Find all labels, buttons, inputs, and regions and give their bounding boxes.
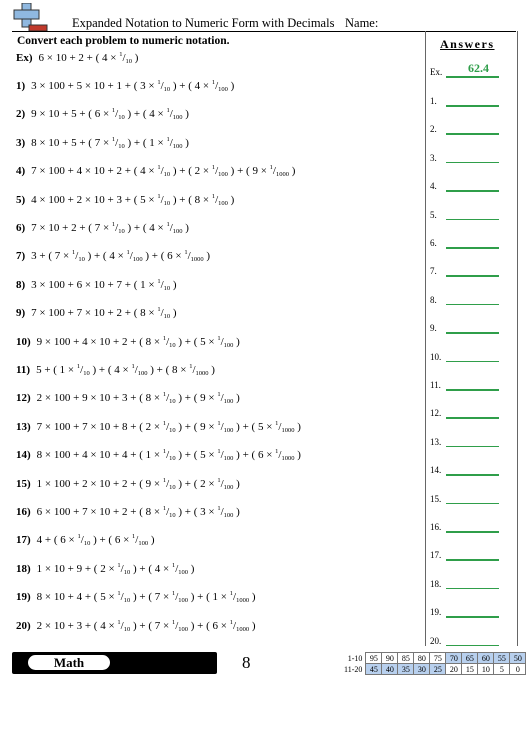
fraction: $^1/_{100}$ (211, 164, 228, 179)
answer-line[interactable] (446, 616, 499, 618)
problem-row (16, 391, 240, 409)
answer-row (430, 238, 437, 252)
answer-label: 4. (430, 181, 437, 192)
problem-number: 11) (16, 364, 31, 376)
problem-number: 6) (16, 222, 26, 234)
problem-number: 15) (16, 477, 31, 490)
problem-number: 12) (16, 392, 31, 405)
instructions: Convert each problem to numeric notation. (17, 35, 230, 47)
fraction: $^1/_{10}$ (117, 561, 131, 576)
score-cell: 15 (462, 664, 478, 675)
answer-line[interactable] (446, 503, 499, 505)
answer-label: 3. (430, 152, 437, 163)
problem-row (16, 619, 255, 637)
expression-text: ) (132, 52, 139, 64)
score-cell: 20 (446, 664, 462, 675)
expression-text: 1 × 10 + 9 + ( 2 × (36, 562, 118, 575)
problem-row (16, 107, 189, 125)
fraction: $^1/_{10}$ (162, 448, 176, 463)
expression-text: 9 × 100 + 4 × 10 + 2 + ( 8 × (36, 335, 163, 348)
answer-line[interactable] (446, 133, 499, 135)
score-cell: 90 (382, 653, 398, 664)
expression-text: 8 × 10 + 5 + ( 7 × (31, 136, 112, 149)
answer-line[interactable] (446, 190, 499, 192)
answer-line[interactable] (446, 559, 499, 561)
fraction: $^1/_{1000}$ (184, 249, 204, 264)
problem-expression (37, 505, 240, 519)
expression-text: ) + ( 1 × (188, 591, 230, 604)
problem-expression (36, 363, 215, 377)
problem-number: 3) (16, 136, 26, 149)
answer-label: 6. (430, 238, 437, 248)
score-cell: 0 (510, 664, 526, 675)
answer-label: 5. (430, 209, 437, 220)
problem-expression (37, 420, 301, 434)
fraction: $^1/_{10}$ (157, 192, 171, 207)
expression-text: ) + ( 4 × (84, 250, 127, 263)
expression-text: 3 × 100 + 6 × 10 + 7 + ( 1 × (31, 278, 158, 291)
expression-text: ) (233, 392, 240, 405)
fraction: $^1/_{1000}$ (189, 363, 209, 377)
score-cell: 10 (478, 664, 494, 675)
fraction: $^1/_{10}$ (162, 391, 176, 406)
answer-row (430, 124, 437, 138)
fraction: $^1/_{10}$ (157, 164, 171, 179)
fraction: $^1/_{100}$ (171, 618, 189, 633)
score-cell: 30 (414, 664, 430, 675)
expression-text: ) + ( 2 × (175, 477, 218, 490)
problem-row (16, 278, 177, 296)
problem-row (16, 164, 295, 182)
expression-text: ) + ( 2 × (170, 165, 212, 178)
expression-text: 2 × 10 + 3 + ( 4 × (36, 619, 118, 632)
answer-label: 16. (430, 522, 442, 532)
score-row-label: 1-10 (347, 653, 363, 663)
problem-row (16, 448, 301, 466)
answer-line[interactable] (446, 247, 499, 249)
score-row (342, 664, 526, 675)
expression-text: 6 × 10 + 2 + ( 4 × (38, 52, 120, 64)
score-table (342, 652, 526, 675)
problem-number: 16) (16, 506, 31, 518)
example-problem (16, 51, 138, 69)
expression-text: ) + ( 8 × (147, 364, 190, 376)
score-cell: 65 (462, 653, 478, 664)
answer-line[interactable] (446, 446, 499, 448)
fraction: $^1/_{100}$ (166, 135, 183, 150)
expression-text: ) (227, 80, 235, 92)
score-cell: 85 (398, 653, 414, 664)
problem-number: 20) (16, 619, 31, 632)
expression-text: 8 × 100 + 4 × 10 + 4 + ( 1 × (36, 449, 163, 462)
expression-text: ) (233, 335, 240, 348)
problem-expression (31, 306, 176, 320)
answer-line[interactable] (446, 417, 499, 419)
expression-text: 6 × 100 + 7 × 10 + 2 + ( 8 × (36, 506, 163, 518)
expression-text: ) (188, 562, 195, 575)
expression-text: 3 + ( 7 × (31, 250, 72, 263)
answer-line[interactable] (446, 219, 499, 221)
expression-text: ) + ( 8 × (170, 193, 212, 206)
expression-text: 1 × 100 + 2 × 10 + 2 + ( 9 × (36, 477, 163, 490)
score-cell: 45 (366, 664, 382, 675)
fraction: $^1/_{100}$ (217, 391, 234, 406)
fraction: $^1/_{10}$ (111, 221, 125, 235)
problem-expression (37, 562, 195, 576)
problem-number: 4) (16, 165, 26, 178)
answer-label: 15. (430, 493, 442, 504)
fraction: $^1/_{1000}$ (275, 448, 295, 463)
problem-number: 2) (16, 108, 26, 121)
page-number: 8 (242, 653, 251, 672)
fraction: $^1/_{10}$ (119, 51, 133, 65)
expression-text: 7 × 10 + 2 + ( 7 × (31, 222, 112, 234)
score-cell: 40 (382, 664, 398, 675)
fraction: $^1/_{100}$ (126, 249, 143, 264)
problem-number: 7) (16, 250, 26, 263)
answer-line[interactable] (446, 275, 499, 277)
answer-row (430, 550, 441, 564)
answer-row (430, 579, 441, 593)
answer-label: 12. (430, 408, 442, 419)
score-cell: 75 (430, 653, 446, 664)
answer-label: 8. (430, 294, 437, 305)
fraction: $^1/_{10}$ (111, 135, 125, 150)
fraction: $^1/_{10}$ (157, 306, 171, 321)
expression-text: ) (294, 420, 301, 433)
expression-text: ) + ( 4 × (124, 222, 167, 234)
answer-row (430, 181, 437, 195)
expression-text: ) + ( 6 × (142, 250, 185, 263)
score-cell: 95 (366, 653, 382, 664)
fraction: $^1/_{100}$ (211, 192, 228, 207)
problem-expression (31, 79, 234, 93)
problem-row (16, 363, 215, 381)
expression-text: ) + ( 5 × (175, 335, 218, 348)
fraction: $^1/_{1000}$ (269, 164, 289, 179)
expression-text: ) + ( 6 × (188, 619, 230, 632)
expression-text: 7 × 100 + 7 × 10 + 8 + ( 2 × (36, 420, 163, 433)
expression-text: ) (288, 165, 296, 178)
expression-text: 4 × 100 + 2 × 10 + 3 + ( 5 × (31, 193, 158, 206)
answer-label: 18. (430, 578, 442, 589)
problem-number: 1) (16, 80, 26, 92)
answer-example-row (430, 61, 489, 81)
answer-label: 7. (430, 266, 437, 277)
expression-text: ) (294, 449, 301, 462)
expression-text: ) (249, 591, 256, 604)
score-cell: 70 (446, 653, 462, 664)
answer-line[interactable] (446, 389, 499, 391)
fraction: $^1/_{100}$ (217, 476, 234, 491)
problem-number: 10) (16, 335, 31, 348)
answer-row (430, 636, 441, 650)
expression-text: 9 × 10 + 5 + ( 6 × (31, 108, 112, 121)
problem-expression (31, 136, 189, 150)
problem-expression (37, 619, 256, 633)
answer-label: 19. (430, 607, 442, 618)
problem-number: 8) (16, 278, 26, 291)
fraction: $^1/_{100}$ (171, 561, 189, 576)
fraction: $^1/_{100}$ (217, 505, 234, 519)
answer-label: 10. (430, 351, 442, 362)
fraction: $^1/_{10}$ (162, 505, 176, 519)
score-cell: 25 (430, 664, 446, 675)
answer-label: 2. (430, 124, 437, 135)
answer-label: 9. (430, 323, 437, 334)
problem-row (16, 562, 194, 580)
answer-label: 1. (430, 96, 437, 106)
expression-text: ) + ( 9 × (175, 392, 218, 405)
score-cell: 5 (494, 664, 510, 675)
expression-text: ) (208, 364, 215, 376)
expression-text: ) (182, 136, 189, 149)
problem-row (16, 590, 255, 608)
expression-text: ) + ( 5 × (175, 449, 218, 462)
example-expression (39, 51, 139, 65)
problem-row (16, 505, 240, 523)
problem-expression (37, 477, 240, 491)
answer-row (430, 494, 441, 508)
answer-row (430, 323, 437, 337)
expression-text: 7 × 100 + 7 × 10 + 2 + ( 8 × (31, 307, 158, 320)
expression-text: ) (182, 108, 189, 121)
fraction: $^1/_{100}$ (211, 79, 228, 93)
subject-label: Math (28, 655, 110, 670)
expression-text: ) (227, 193, 235, 206)
problem-number: 18) (16, 562, 31, 575)
expression-text: ) + ( 3 × (175, 506, 218, 518)
score-cell: 35 (398, 664, 414, 675)
fraction: $^1/_{10}$ (162, 334, 176, 349)
problem-number: 5) (16, 193, 26, 206)
problem-expression (31, 221, 189, 235)
problem-row (16, 249, 210, 267)
fraction: $^1/_{100}$ (166, 221, 183, 235)
answer-label: 13. (430, 436, 442, 447)
expression-text: ) + ( 5 × (233, 420, 276, 433)
problem-number: 13) (16, 420, 31, 433)
problem-row (16, 306, 177, 324)
problem-expression (31, 249, 210, 263)
problem-expression (37, 391, 240, 405)
fraction: $^1/_{10}$ (162, 476, 176, 491)
answer-line[interactable] (446, 304, 499, 306)
answer-row (430, 153, 437, 167)
fraction: $^1/_{100}$ (132, 533, 149, 548)
fraction: $^1/_{100}$ (131, 363, 148, 377)
expression-text: 3 × 100 + 5 × 10 + 1 + ( 3 × (31, 80, 158, 92)
answer-example-value: 62.4 (468, 61, 489, 75)
expression-text: ) + ( 1 × (124, 136, 167, 149)
plus-minus-logo-icon (12, 3, 48, 33)
fraction: $^1/_{100}$ (171, 590, 189, 605)
expression-text: 2 × 100 + 9 × 10 + 3 + ( 8 × (36, 392, 163, 405)
expression-text: ) + ( 4 × (124, 108, 167, 121)
expression-text: ) (148, 534, 155, 547)
fraction: $^1/_{1000}$ (275, 419, 295, 434)
answer-line[interactable] (446, 361, 499, 363)
answer-label: 14. (430, 465, 442, 476)
score-row (342, 653, 526, 664)
expression-text: ) (170, 278, 177, 291)
expression-text: ) + ( 6 × (90, 534, 133, 547)
answer-example-label: Ex. (430, 67, 443, 77)
answer-row (430, 607, 441, 621)
problem-expression (31, 278, 176, 292)
problem-expression (37, 590, 256, 604)
answer-label: 20. (430, 635, 442, 646)
fraction: $^1/_{100}$ (217, 448, 234, 463)
answer-label: 17. (430, 550, 442, 561)
fraction: $^1/_{10}$ (162, 419, 176, 434)
fraction: $^1/_{10}$ (157, 277, 171, 292)
fraction: $^1/_{10}$ (111, 107, 125, 122)
worksheet-title: Expanded Notation to Numeric Form with Decimals (72, 16, 335, 30)
score-cell: 50 (510, 653, 526, 664)
problem-row (16, 477, 240, 495)
expression-text: ) + ( 7 × (130, 619, 172, 632)
expression-text: ) (233, 506, 240, 518)
expression-text: ) + ( 9 × (175, 420, 218, 433)
fraction: $^1/_{1000}$ (229, 618, 250, 633)
answer-row (430, 96, 437, 110)
problem-row (16, 79, 234, 97)
problem-row (16, 420, 301, 438)
answer-row (430, 522, 441, 536)
fraction: $^1/_{100}$ (217, 334, 234, 349)
problem-expression (37, 533, 155, 547)
problem-number: 19) (16, 591, 31, 604)
answer-line[interactable] (446, 332, 499, 334)
name-label: Name: (345, 16, 379, 30)
answer-line[interactable] (446, 474, 499, 476)
expression-text: ) (182, 222, 189, 234)
answer-row (430, 465, 441, 479)
problem-row (16, 136, 189, 154)
fraction: $^1/_{100}$ (217, 419, 234, 434)
answer-label: 11. (430, 380, 441, 390)
problem-expression (31, 164, 295, 178)
score-row-label: 11-20 (344, 664, 363, 674)
expression-text: ) (203, 250, 211, 263)
answer-row (430, 352, 441, 366)
expression-text: 7 × 100 + 4 × 10 + 2 + ( 4 × (31, 165, 158, 178)
answer-line[interactable] (446, 588, 499, 590)
score-cell: 80 (414, 653, 430, 664)
answer-line[interactable] (446, 645, 499, 647)
fraction: $^1/_{10}$ (157, 79, 171, 93)
expression-text: ) + ( 6 × (233, 449, 276, 462)
problem-number: 17) (16, 534, 31, 547)
answer-line[interactable] (446, 105, 499, 107)
fraction: $^1/_{10}$ (117, 590, 131, 605)
problem-number: 14) (16, 449, 31, 462)
answer-row (430, 295, 437, 309)
expression-text: ) (249, 619, 256, 632)
answer-row (430, 266, 437, 280)
expression-text: ) (170, 307, 177, 320)
answer-row (430, 437, 441, 451)
answers-title: Answers (440, 37, 495, 51)
problem-row (16, 193, 234, 211)
score-cell: 60 (478, 653, 494, 664)
expression-text: 8 × 10 + 4 + ( 5 × (36, 591, 118, 604)
answer-line[interactable] (446, 162, 499, 164)
fraction: $^1/_{10}$ (76, 363, 90, 377)
expression-text: ) + ( 4 × (170, 80, 212, 92)
fraction: $^1/_{10}$ (72, 249, 85, 264)
expression-text: 4 + ( 6 × (36, 534, 78, 547)
score-cell: 55 (494, 653, 510, 664)
problem-expression (31, 107, 189, 121)
expression-text: ) + ( 7 × (130, 591, 172, 604)
problem-expression (37, 448, 301, 462)
problem-row (16, 335, 240, 353)
answer-line[interactable] (446, 531, 499, 533)
expression-text: ) + ( 4 × (89, 364, 132, 376)
expression-text: 5 + ( 1 × (36, 364, 77, 376)
answer-row (430, 210, 437, 224)
example-label: Ex) (16, 52, 33, 64)
problem-expression (31, 193, 234, 207)
expression-text: ) + ( 9 × (227, 165, 270, 178)
answer-row (430, 380, 441, 394)
fraction: $^1/_{100}$ (166, 107, 183, 122)
problem-row (16, 221, 189, 239)
problem-number: 9) (16, 307, 26, 320)
fraction: $^1/_{10}$ (77, 533, 91, 548)
expression-text: ) (233, 477, 240, 490)
fraction: $^1/_{10}$ (117, 618, 131, 633)
problem-row (16, 533, 155, 551)
answer-row (430, 408, 441, 422)
fraction: $^1/_{1000}$ (229, 590, 250, 605)
answer-example-line (446, 76, 499, 78)
expression-text: ) + ( 4 × (130, 562, 172, 575)
problem-expression (37, 335, 240, 349)
